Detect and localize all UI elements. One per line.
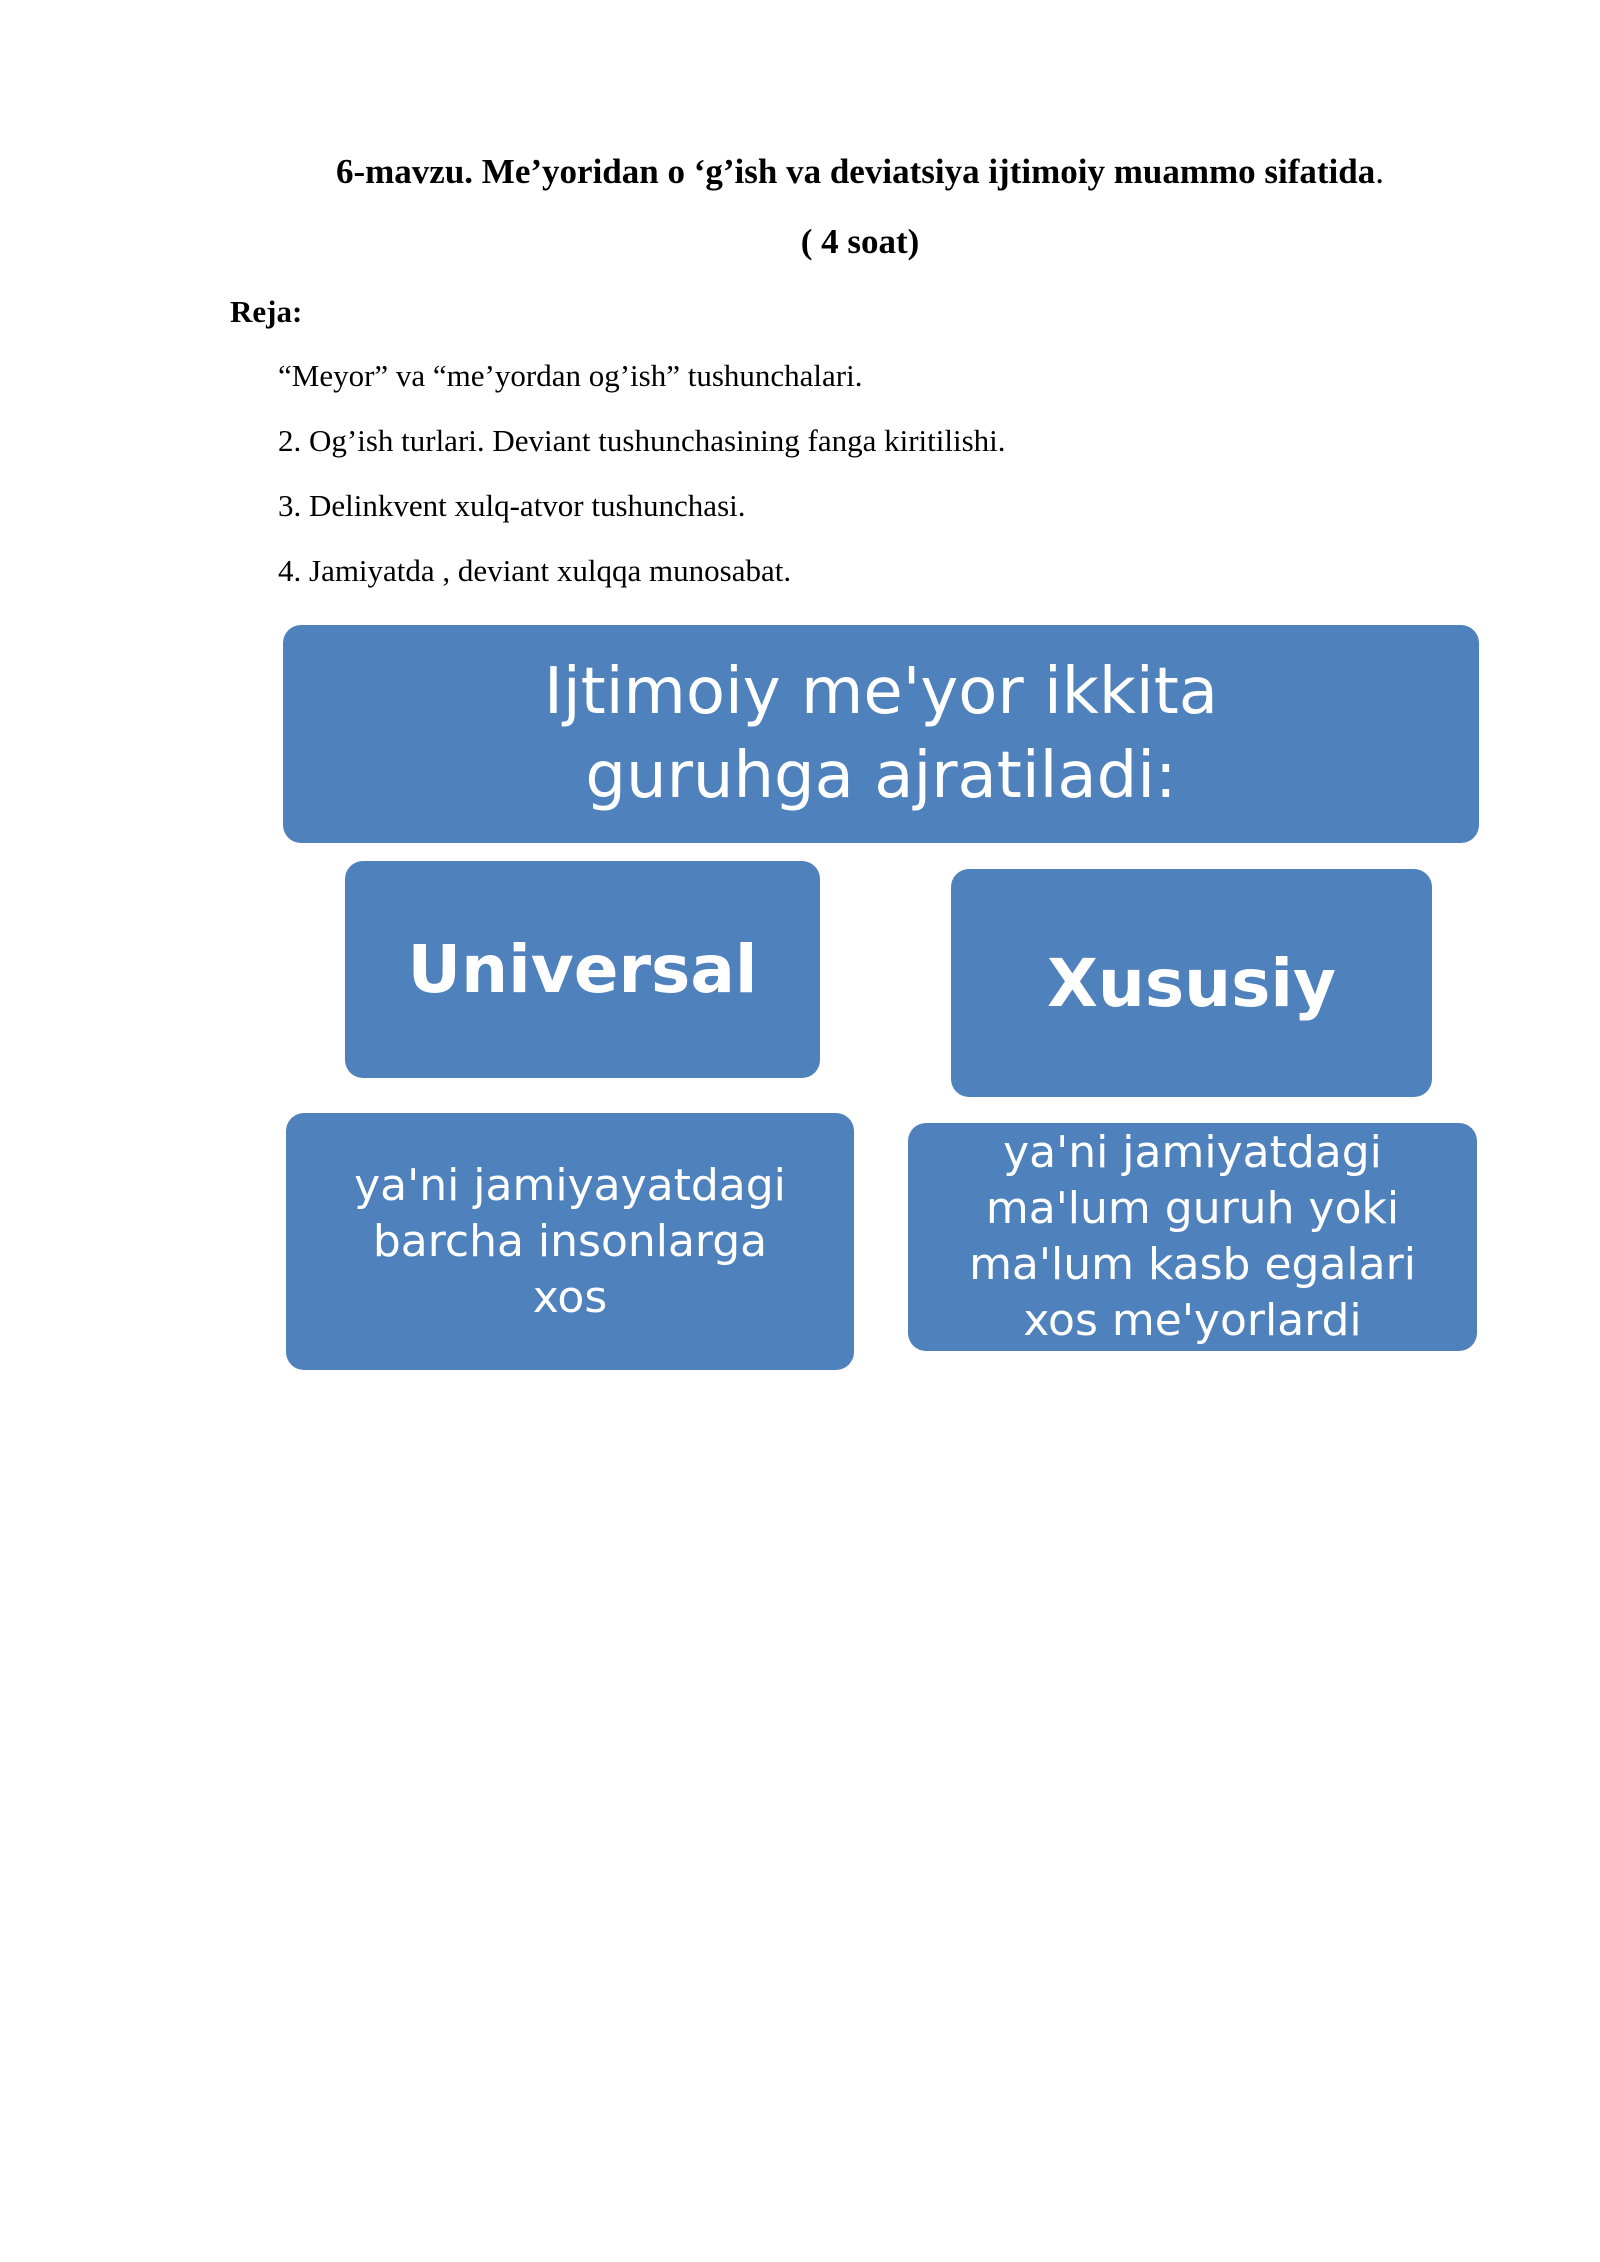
description-box-xususiy: [908, 1123, 1477, 1351]
diagram-main-box: [283, 625, 1479, 843]
plan-label: Reja:: [230, 294, 303, 329]
diagram-main-text: Ijtimoiy me'yor ikkita guruhga ajratiladi:: [543, 655, 1219, 813]
category-label-universal: Universal: [407, 931, 758, 1008]
description-text-universal: ya'ni jamiyayatdagi barcha insonlarga xos: [354, 1159, 786, 1323]
category-box-universal: [345, 861, 820, 1078]
page-subtitle: ( 4 soat): [800, 222, 920, 261]
description-box-universal: [286, 1113, 854, 1370]
title-period: .: [1375, 152, 1384, 191]
page-title: 6-mavzu. Me’yoridan o ‘g’ish va deviatsiya ijtimoiy muammo sifatida.: [336, 152, 1384, 191]
plan-item-3: 3. Delinkvent xulq-atvor tushunchasi.: [278, 488, 746, 523]
category-label-xususiy: Xususiy: [1046, 944, 1337, 1022]
plan-item-1: “Meyor” va “me’yordan og’ish” tushunchalari.: [278, 358, 863, 393]
plan-item-4: 4. Jamiyatda , deviant xulqqa munosabat.: [278, 553, 792, 588]
category-box-xususiy: [951, 869, 1432, 1097]
plan-item-2: 2. Og’ish turlari. Deviant tushunchasining fanga kiritilishi.: [278, 423, 1006, 458]
description-text-xususiy: ya'ni jamiyatdagi ma'lum guruh yoki ma'lum kasb egalari xos me'yorlardi: [969, 1127, 1416, 1346]
